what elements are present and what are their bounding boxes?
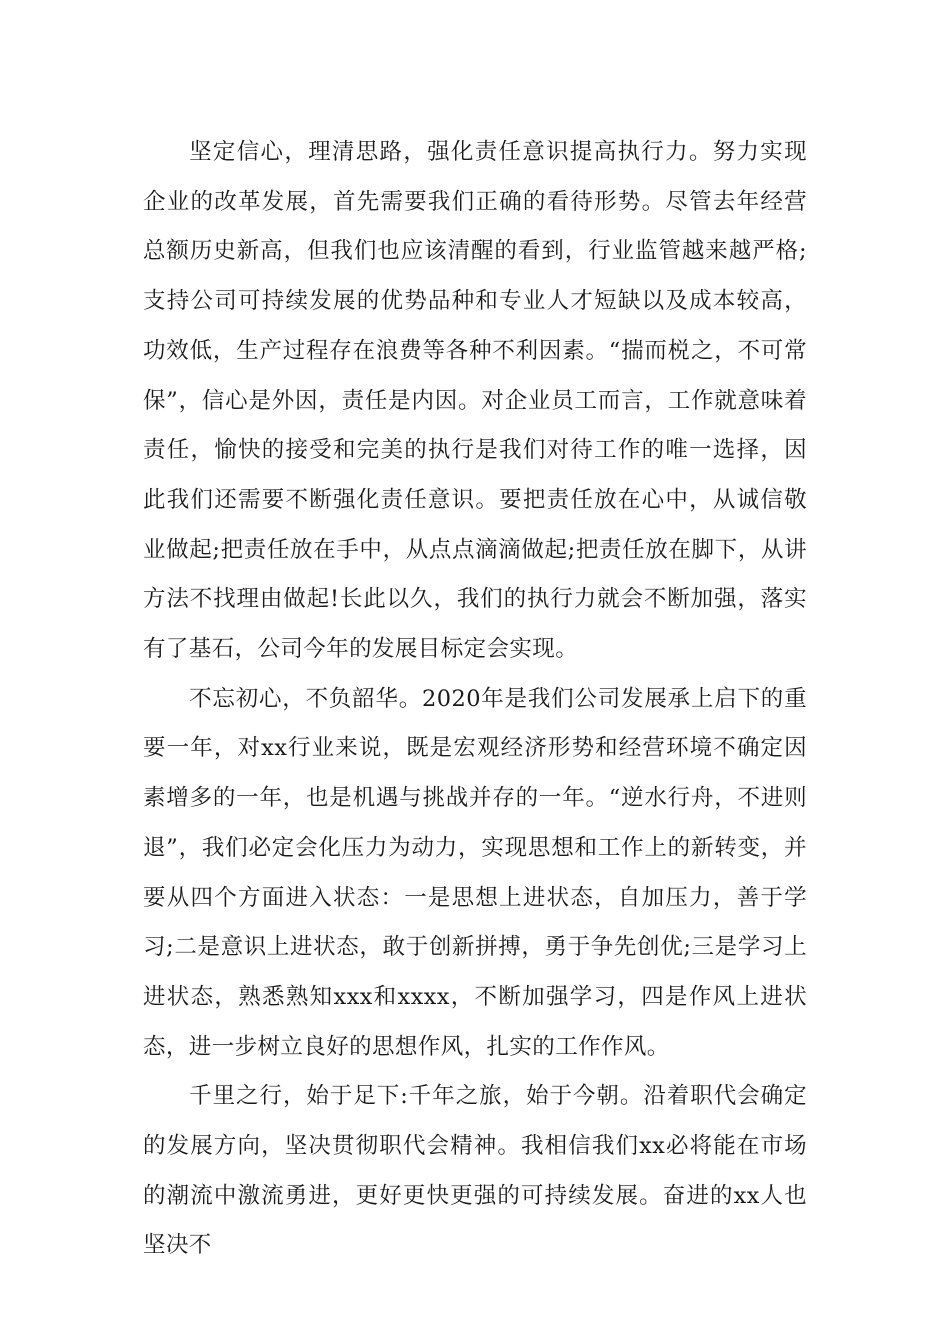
paragraph-1: 坚定信心，理清思路，强化责任意识提高执行力。努力实现企业的改革发展，首先需要我们正确的看待形势。尽管去年经营总额历史新高，但我们也应该清醒的看到，行业监管越来越严格;支持公司可持续发展的优势品种和专业人才短缺以及成本较高，功效低，生产过程存在浪费等各种不利因素。“揣而棁之，不可常保”，信心是外因，责任是内因。对企业员工而言，工作就意味着责任，愉快的接受和完美的执行是我们对待工作的唯一选择，因此我们还需要不断强化责任意识。要把责任放在心中，从诚信敬业做起;把责任放在手中，从点点滴滴做起;把责任放在脚下，从讲方法不找理由做起!长此以久，我们的执行力就会不断加强，落实有了基石，公司今年的发展目标定会实现。	[143, 139, 807, 663]
document-body	[143, 128, 807, 1271]
paragraph-3: 千里之行，始于足下:千年之旅，始于今朝。沿着职代会确定的发展方向，坚决贯彻职代会精神。我相信我们xx必将能在市场的潮流中激流勇进，更好更快更强的可持续发展。奋进的xx人也坚决不	[143, 1083, 807, 1259]
paragraph-2: 不忘初心，不负韶华。2020年是我们公司发展承上启下的重要一年，对xx行业来说，既是宏观经济形势和经营环境不确定因素增多的一年，也是机遇与挑战并存的一年。“逆水行舟，不进则退”，我们必定会化压力为动力，实现思想和工作上的新转变，并要从四个方面进入状态：一是思想上进状态，自加压力，善于学习;二是意识上进状态，敢于创新拼搏，勇于争先创优;三是学习上进状态，熟悉熟知xxx和xxxx，不断加强学习，四是作风上进状态，进一步树立良好的思想作风，扎实的工作作风。	[143, 685, 807, 1060]
